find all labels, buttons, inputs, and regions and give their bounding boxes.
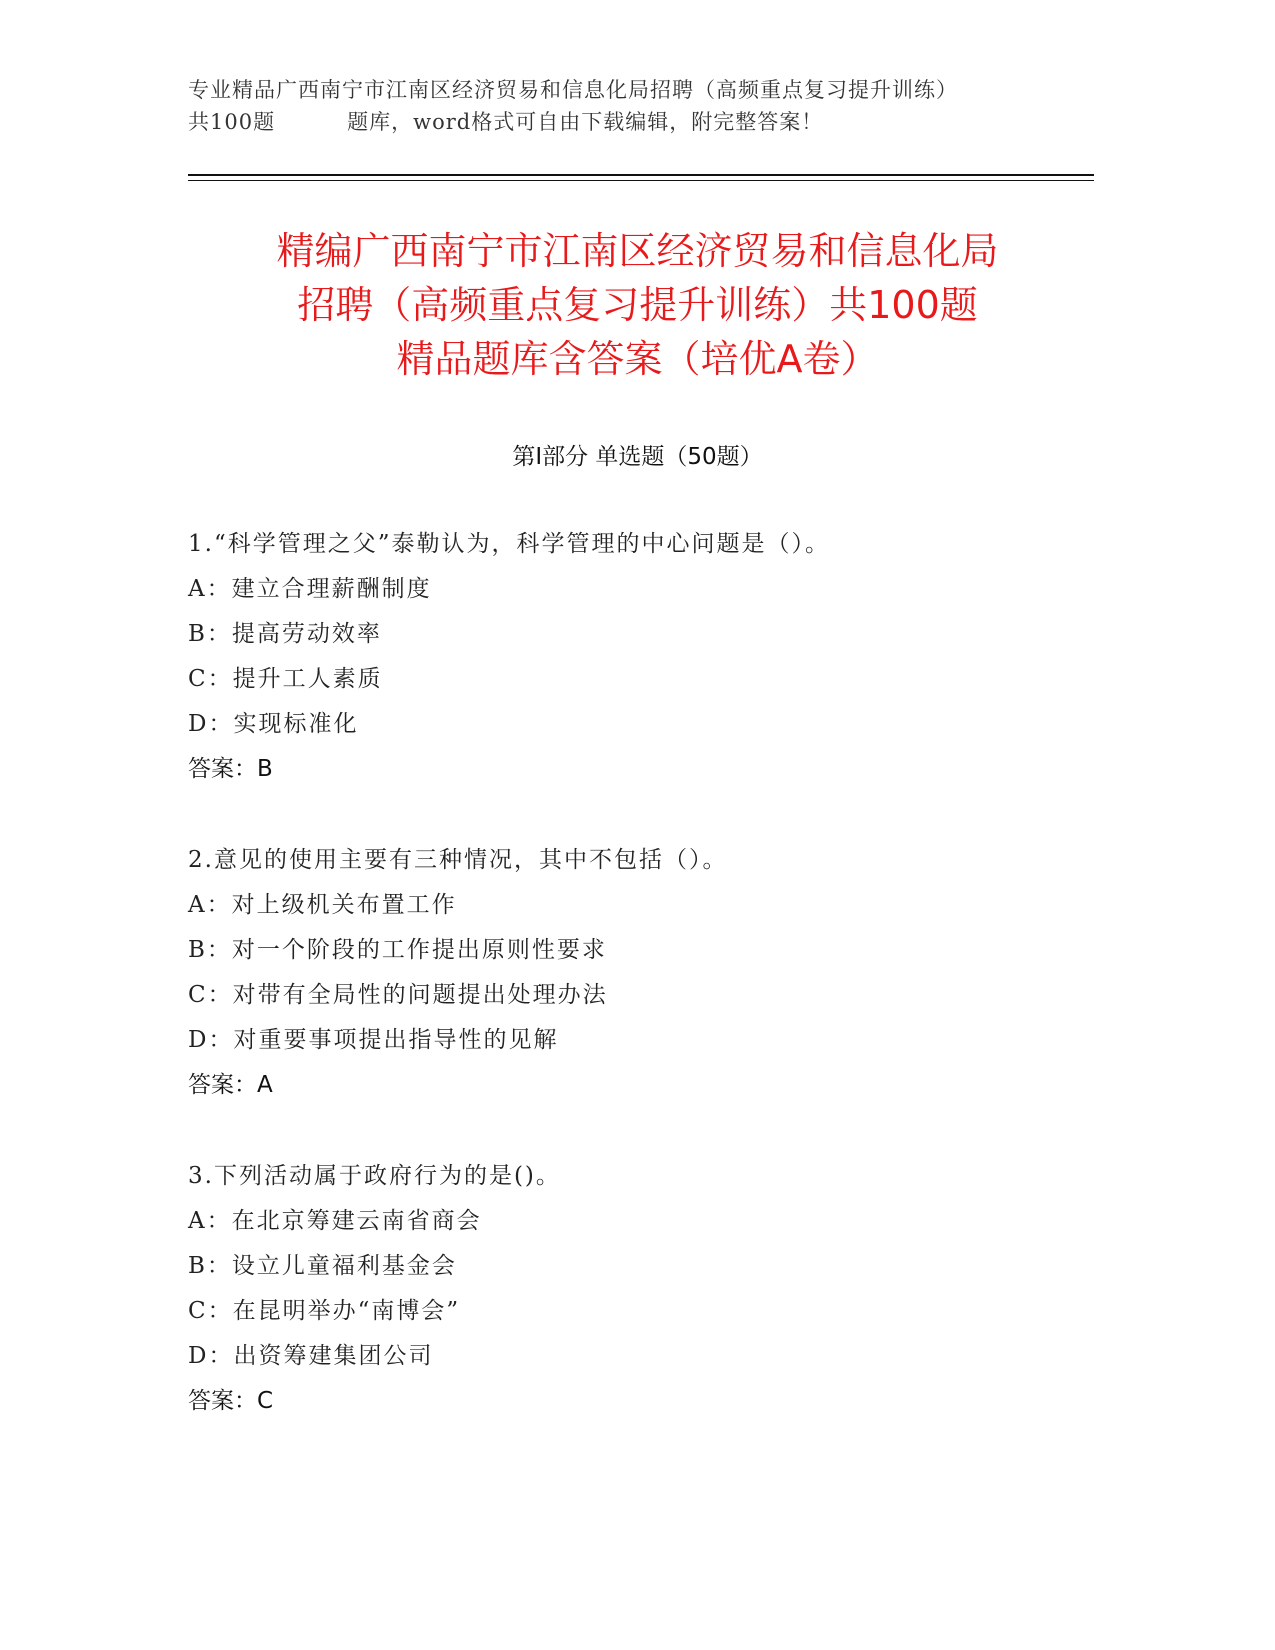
header-line-1: 专业精品广西南宁市江南区经济贸易和信息化局招聘（高频重点复习提升训练） — [188, 78, 958, 102]
option-d: D：对重要事项提出指导性的见解 — [188, 1027, 559, 1053]
header-divider-thin — [188, 180, 1094, 181]
option-d: D：出资筹建集团公司 — [188, 1343, 434, 1369]
question-2 — [188, 838, 1088, 1108]
question-3 — [188, 1154, 1088, 1424]
option-b: B：对一个阶段的工作提出原则性要求 — [188, 937, 607, 963]
option-a: A：对上级机关布置工作 — [188, 892, 457, 918]
option-c: C：对带有全局性的问题提出处理办法 — [188, 982, 608, 1008]
answer: 答案：A — [188, 1072, 273, 1098]
option-c: C：在昆明举办“南博会” — [188, 1298, 461, 1324]
question-stem: 3.下列活动属于政府行为的是()。 — [188, 1163, 561, 1189]
question-1 — [188, 522, 1088, 792]
option-a: A：在北京筹建云南省商会 — [188, 1208, 482, 1234]
section-heading: 第Ⅰ部分 单选题（50题） — [512, 444, 763, 470]
header-question-count: 共100题 — [188, 110, 276, 134]
header-description: 题库，word格式可自由下载编辑，附完整答案！ — [347, 110, 824, 134]
header-divider-thick — [188, 174, 1094, 176]
title-line-2: 招聘（高频重点复习提升训练）共100题 — [297, 283, 978, 327]
question-stem: 1.“科学管理之父”泰勒认为，科学管理的中心问题是（）。 — [188, 531, 830, 557]
header-line-2 — [188, 106, 1088, 138]
answer: 答案：B — [188, 756, 273, 782]
option-b: B：设立儿童福利基金会 — [188, 1253, 457, 1279]
answer: 答案：C — [188, 1388, 274, 1414]
title-line-1: 精编广西南宁市江南区经济贸易和信息化局 — [276, 229, 999, 273]
option-d: D：实现标准化 — [188, 711, 359, 737]
question-stem: 2.意见的使用主要有三种情况，其中不包括（）。 — [188, 847, 728, 873]
option-b: B：提高劳动效率 — [188, 621, 382, 647]
question-list — [188, 522, 1088, 1470]
document-header — [188, 74, 1088, 138]
option-a: A：建立合理薪酬制度 — [188, 576, 432, 602]
option-c: C：提升工人素质 — [188, 666, 383, 692]
title-line-3: 精品题库含答案（培优A卷） — [396, 337, 879, 381]
document-title — [120, 224, 1155, 386]
